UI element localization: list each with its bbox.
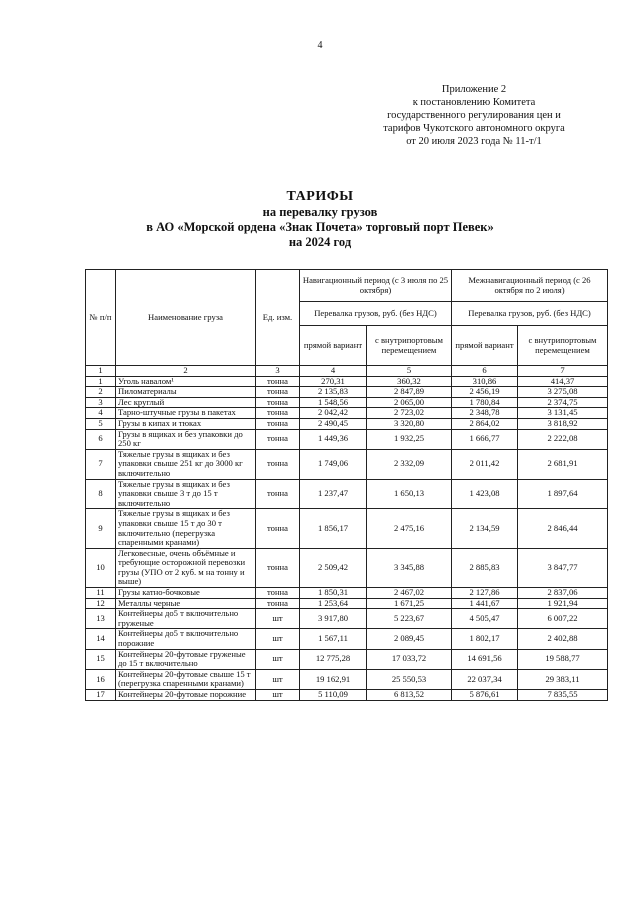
cargo-name: Лес круглый [116, 397, 256, 408]
header-transshipment: Перевалка грузов, руб. (без НДС) [300, 302, 452, 326]
unit-cell: тонна [256, 449, 300, 479]
tariff-value: 3 345,88 [367, 548, 452, 587]
tariff-value: 3 131,45 [518, 408, 608, 419]
cargo-name: Контейнеры 20-футовые свыше 15 т (перегрузка спаренными кранами) [116, 669, 256, 689]
unit-cell: шт [256, 690, 300, 701]
unit-cell: тонна [256, 429, 300, 449]
tariff-value: 2 846,44 [518, 509, 608, 548]
table-body [86, 366, 608, 701]
header-direct: прямой вариант [300, 326, 367, 366]
tariff-value: 1 548,56 [300, 397, 367, 408]
tariff-value: 1 749,06 [300, 449, 367, 479]
title-line: на 2024 год [288, 235, 352, 249]
title-line: в АО «Морской ордена «Знак Почета» торговый порт Певек» [146, 220, 494, 234]
tariff-value: 2 374,75 [518, 397, 608, 408]
cargo-name: Тяжелые грузы в ящиках и без упаковки свыше 251 кг до 3000 кг включительно [116, 449, 256, 479]
tariff-value: 1 423,08 [452, 479, 518, 509]
title-line: на перевалку грузов [262, 205, 378, 219]
tariff-value: 2 467,02 [367, 588, 452, 599]
tariff-value: 7 835,55 [518, 690, 608, 701]
unit-cell: тонна [256, 376, 300, 387]
table-row [86, 418, 608, 429]
unit-cell: шт [256, 649, 300, 669]
tariff-value: 1 253,64 [300, 598, 367, 609]
tariff-value: 1 850,31 [300, 588, 367, 599]
header-unit: Ед. изм. [256, 270, 300, 366]
unit-cell: тонна [256, 598, 300, 609]
cargo-name: Уголь навалом¹ [116, 376, 256, 387]
tariff-value: 360,32 [367, 376, 452, 387]
tariff-value: 1 666,77 [452, 429, 518, 449]
row-number: 4 [86, 408, 116, 419]
tariff-value: 5 110,09 [300, 690, 367, 701]
table-row [86, 509, 608, 548]
header-internal: с внутрипортовым перемещением [367, 326, 452, 366]
table-row [86, 479, 608, 509]
tariff-value: 19 588,77 [518, 649, 608, 669]
header-internav-period: Межнавигационный период (с 26 октября по 2 июля) [452, 270, 608, 302]
unit-cell: тонна [256, 479, 300, 509]
cargo-name: Грузы катно-бочковые [116, 588, 256, 599]
tariff-value: 1 856,17 [300, 509, 367, 548]
cargo-name: Контейнеры 20-футовые порожние [116, 690, 256, 701]
tariff-value: 2 135,83 [300, 387, 367, 398]
tariff-value: 2 402,88 [518, 629, 608, 649]
tariff-value: 1 671,25 [367, 598, 452, 609]
row-number: 7 [86, 449, 116, 479]
tariff-value: 3 320,80 [367, 418, 452, 429]
row-number: 15 [86, 649, 116, 669]
row-number: 11 [86, 588, 116, 599]
appendix-line: тарифов Чукотского автономного округа [383, 123, 565, 134]
header-name: Наименование груза [116, 270, 256, 366]
column-number: 4 [300, 366, 367, 377]
unit-cell: тонна [256, 548, 300, 587]
tariff-value: 1 932,25 [367, 429, 452, 449]
table-row [86, 376, 608, 387]
row-number: 10 [86, 548, 116, 587]
table-row [86, 397, 608, 408]
appendix-block [354, 83, 594, 148]
tariff-value: 2 127,86 [452, 588, 518, 599]
row-number: 1 [86, 376, 116, 387]
tariff-value: 2 134,59 [452, 509, 518, 548]
unit-cell: тонна [256, 509, 300, 548]
table-row [86, 387, 608, 398]
tariff-value: 2 490,45 [300, 418, 367, 429]
unit-cell: тонна [256, 397, 300, 408]
column-numbers-row [86, 366, 608, 377]
tariff-value: 2 065,00 [367, 397, 452, 408]
cargo-name: Металлы черные [116, 598, 256, 609]
table-row [86, 408, 608, 419]
row-number: 14 [86, 629, 116, 649]
tariff-value: 1 802,17 [452, 629, 518, 649]
cargo-name: Грузы в ящиках и без упаковки до 250 кг [116, 429, 256, 449]
title-line: ТАРИФЫ [286, 189, 354, 204]
tariff-value: 270,31 [300, 376, 367, 387]
table-row [86, 629, 608, 649]
tariff-value: 25 550,53 [367, 669, 452, 689]
row-number: 3 [86, 397, 116, 408]
row-number: 8 [86, 479, 116, 509]
appendix-line: государственного регулирования цен и [387, 110, 561, 121]
column-number: 3 [256, 366, 300, 377]
column-number: 7 [518, 366, 608, 377]
tariff-value: 19 162,91 [300, 669, 367, 689]
cargo-name: Грузы в кипах и тюках [116, 418, 256, 429]
tariff-value: 2 089,45 [367, 629, 452, 649]
unit-cell: тонна [256, 387, 300, 398]
header-num: № п/п [86, 270, 116, 366]
tariff-value: 2 222,08 [518, 429, 608, 449]
tariff-value: 1 449,36 [300, 429, 367, 449]
appendix-line: Приложение 2 [441, 84, 507, 95]
tariff-value: 2 332,09 [367, 449, 452, 479]
tariff-value: 1 897,64 [518, 479, 608, 509]
row-number: 6 [86, 429, 116, 449]
tariff-value: 4 505,47 [452, 609, 518, 629]
unit-cell: тонна [256, 418, 300, 429]
row-number: 16 [86, 669, 116, 689]
cargo-name: Тяжелые грузы в ящиках и без упаковки свыше 3 т до 15 т включительно [116, 479, 256, 509]
tariff-value: 1 237,47 [300, 479, 367, 509]
tariff-value: 1 921,94 [518, 598, 608, 609]
tariff-value: 2 348,78 [452, 408, 518, 419]
header-transshipment: Перевалка грузов, руб. (без НДС) [452, 302, 608, 326]
tariff-value: 1 780,84 [452, 397, 518, 408]
tariff-value: 3 818,92 [518, 418, 608, 429]
tariff-value: 3 275,08 [518, 387, 608, 398]
table-row [86, 429, 608, 449]
tariff-value: 22 037,34 [452, 669, 518, 689]
tariff-value: 414,37 [518, 376, 608, 387]
header-direct: прямой вариант [452, 326, 518, 366]
tariff-value: 1 567,11 [300, 629, 367, 649]
tariff-value: 5 223,67 [367, 609, 452, 629]
cargo-name: Тяжелые грузы в ящиках и без упаковки свыше 15 т до 30 т включительно (перегрузка спаренными кранами) [116, 509, 256, 548]
tariff-value: 2 042,42 [300, 408, 367, 419]
header-nav-period: Навигационный период (с 3 июля по 25 октября) [300, 270, 452, 302]
table-row [86, 588, 608, 599]
cargo-name: Пиломатериалы [116, 387, 256, 398]
header-internal: с внутрипортовым перемещением [518, 326, 608, 366]
table-row [86, 598, 608, 609]
column-number: 2 [116, 366, 256, 377]
column-number: 5 [367, 366, 452, 377]
row-number: 5 [86, 418, 116, 429]
table-row [86, 669, 608, 689]
cargo-name: Контейнеры 20-футовые груженые до 15 т включительно [116, 649, 256, 669]
table-row [86, 649, 608, 669]
table-row [86, 690, 608, 701]
unit-cell: тонна [256, 408, 300, 419]
tariff-value: 2 456,19 [452, 387, 518, 398]
tariff-value: 1 441,67 [452, 598, 518, 609]
row-number: 2 [86, 387, 116, 398]
row-number: 13 [86, 609, 116, 629]
page-number: 4 [317, 40, 323, 51]
table-row [86, 609, 608, 629]
tariff-value: 3 847,77 [518, 548, 608, 587]
tariff-value: 2 723,02 [367, 408, 452, 419]
cargo-name: Контейнеры до5 т включительно порожние [116, 629, 256, 649]
tariff-value: 1 650,13 [367, 479, 452, 509]
tariff-value: 2 885,83 [452, 548, 518, 587]
cargo-name: Контейнеры до5 т включительно груженые [116, 609, 256, 629]
tariff-value: 310,86 [452, 376, 518, 387]
tariff-value: 2 011,42 [452, 449, 518, 479]
unit-cell: тонна [256, 588, 300, 599]
tariff-value: 2 847,89 [367, 387, 452, 398]
tariff-value: 12 775,28 [300, 649, 367, 669]
tariff-value: 2 681,91 [518, 449, 608, 479]
tariff-value: 5 876,61 [452, 690, 518, 701]
table-row [86, 449, 608, 479]
tariff-value: 17 033,72 [367, 649, 452, 669]
tariff-value: 2 509,42 [300, 548, 367, 587]
column-number: 6 [452, 366, 518, 377]
table-row [86, 548, 608, 587]
tariff-value: 6 813,52 [367, 690, 452, 701]
unit-cell: шт [256, 629, 300, 649]
row-number: 12 [86, 598, 116, 609]
unit-cell: шт [256, 669, 300, 689]
cargo-name: Тарно-штучные грузы в пакетах [116, 408, 256, 419]
tariff-value: 6 007,22 [518, 609, 608, 629]
appendix-line: от 20 июля 2023 года № 11-т/1 [406, 136, 542, 147]
tariff-value: 3 917,80 [300, 609, 367, 629]
row-number: 9 [86, 509, 116, 548]
tariffs-table [85, 269, 608, 701]
document-title [0, 188, 640, 250]
tariff-value: 14 691,56 [452, 649, 518, 669]
tariff-value: 29 383,11 [518, 669, 608, 689]
tariff-value: 2 864,02 [452, 418, 518, 429]
cargo-name: Легковесные, очень объёмные и требующие осторожной перевозки грузы (УПО от 2 куб. м на тонну и выше) [116, 548, 256, 587]
row-number: 17 [86, 690, 116, 701]
appendix-line: к постановлению Комитета [412, 97, 536, 108]
unit-cell: шт [256, 609, 300, 629]
column-number: 1 [86, 366, 116, 377]
tariff-value: 2 837,06 [518, 588, 608, 599]
tariff-value: 2 475,16 [367, 509, 452, 548]
